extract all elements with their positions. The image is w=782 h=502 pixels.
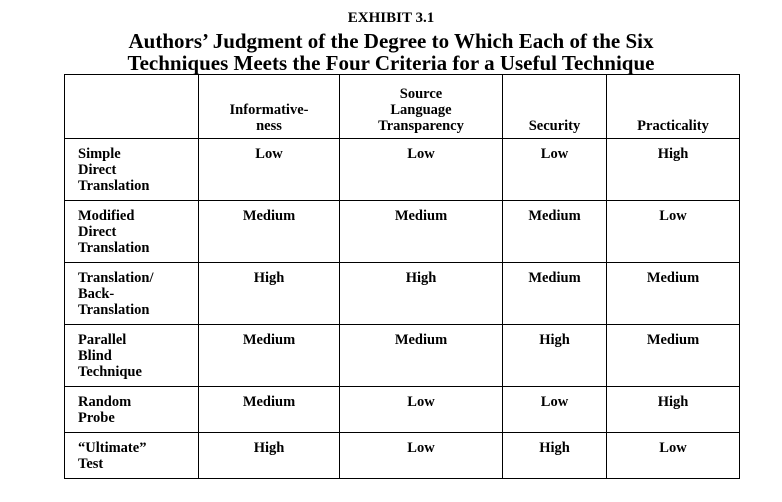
technique-label bbox=[65, 201, 199, 263]
criteria-table bbox=[64, 74, 740, 479]
rating-cell: High bbox=[503, 325, 607, 387]
rating-cell: High bbox=[607, 387, 740, 433]
technique-label bbox=[65, 263, 199, 325]
technique-name: Parallel Blind Technique bbox=[78, 332, 142, 380]
exhibit-title bbox=[0, 30, 782, 74]
rating-cell: Low bbox=[503, 387, 607, 433]
table-row bbox=[65, 139, 740, 201]
technique-name: Random Probe bbox=[78, 394, 132, 426]
header-source-language-transparency bbox=[340, 75, 503, 139]
rating-cell: High bbox=[607, 139, 740, 201]
technique-name: Modified Direct Translation bbox=[78, 208, 150, 256]
rating-cell: Low bbox=[340, 139, 503, 201]
rating-cell: Medium bbox=[503, 201, 607, 263]
rating-cell: Medium bbox=[340, 201, 503, 263]
rating-cell: Medium bbox=[607, 263, 740, 325]
technique-name: Simple Direct Translation bbox=[78, 146, 150, 194]
technique-label bbox=[65, 387, 199, 433]
rating-cell: High bbox=[340, 263, 503, 325]
title-line-2: Techniques Meets the Four Criteria for a Useful Technique bbox=[127, 51, 655, 75]
header-label: Practicality bbox=[637, 118, 709, 134]
header-practicality bbox=[607, 75, 740, 139]
title-line-1: Authors’ Judgment of the Degree to Which Each of the Six bbox=[128, 29, 654, 53]
rating-cell: High bbox=[503, 433, 607, 479]
rating-cell: Low bbox=[607, 433, 740, 479]
exhibit-label: EXHIBIT 3.1 bbox=[347, 10, 435, 26]
rating-cell: Low bbox=[199, 139, 340, 201]
table-row bbox=[65, 263, 740, 325]
table-row bbox=[65, 201, 740, 263]
rating-cell: Medium bbox=[340, 325, 503, 387]
header-label: Informative- ness bbox=[229, 102, 309, 134]
header-security bbox=[503, 75, 607, 139]
rating-cell: Low bbox=[607, 201, 740, 263]
technique-label bbox=[65, 139, 199, 201]
rating-cell: Low bbox=[340, 387, 503, 433]
rating-cell: High bbox=[199, 263, 340, 325]
rating-cell: Medium bbox=[199, 387, 340, 433]
rating-cell: Medium bbox=[199, 325, 340, 387]
rating-cell: Low bbox=[340, 433, 503, 479]
table-header-row bbox=[65, 75, 740, 139]
header-label: Source Language Transparency bbox=[378, 86, 464, 134]
rating-cell: Low bbox=[503, 139, 607, 201]
technique-name: “Ultimate” Test bbox=[78, 440, 147, 472]
header-informativeness bbox=[199, 75, 340, 139]
table-row bbox=[65, 433, 740, 479]
header-label: Security bbox=[528, 118, 581, 134]
technique-label bbox=[65, 325, 199, 387]
rating-cell: Medium bbox=[199, 201, 340, 263]
technique-name: Translation/ Back- Translation bbox=[78, 270, 154, 318]
table-row bbox=[65, 325, 740, 387]
header-cell-blank bbox=[65, 75, 199, 139]
rating-cell: High bbox=[199, 433, 340, 479]
table-row bbox=[65, 387, 740, 433]
rating-cell: Medium bbox=[607, 325, 740, 387]
technique-label bbox=[65, 433, 199, 479]
rating-cell: Medium bbox=[503, 263, 607, 325]
